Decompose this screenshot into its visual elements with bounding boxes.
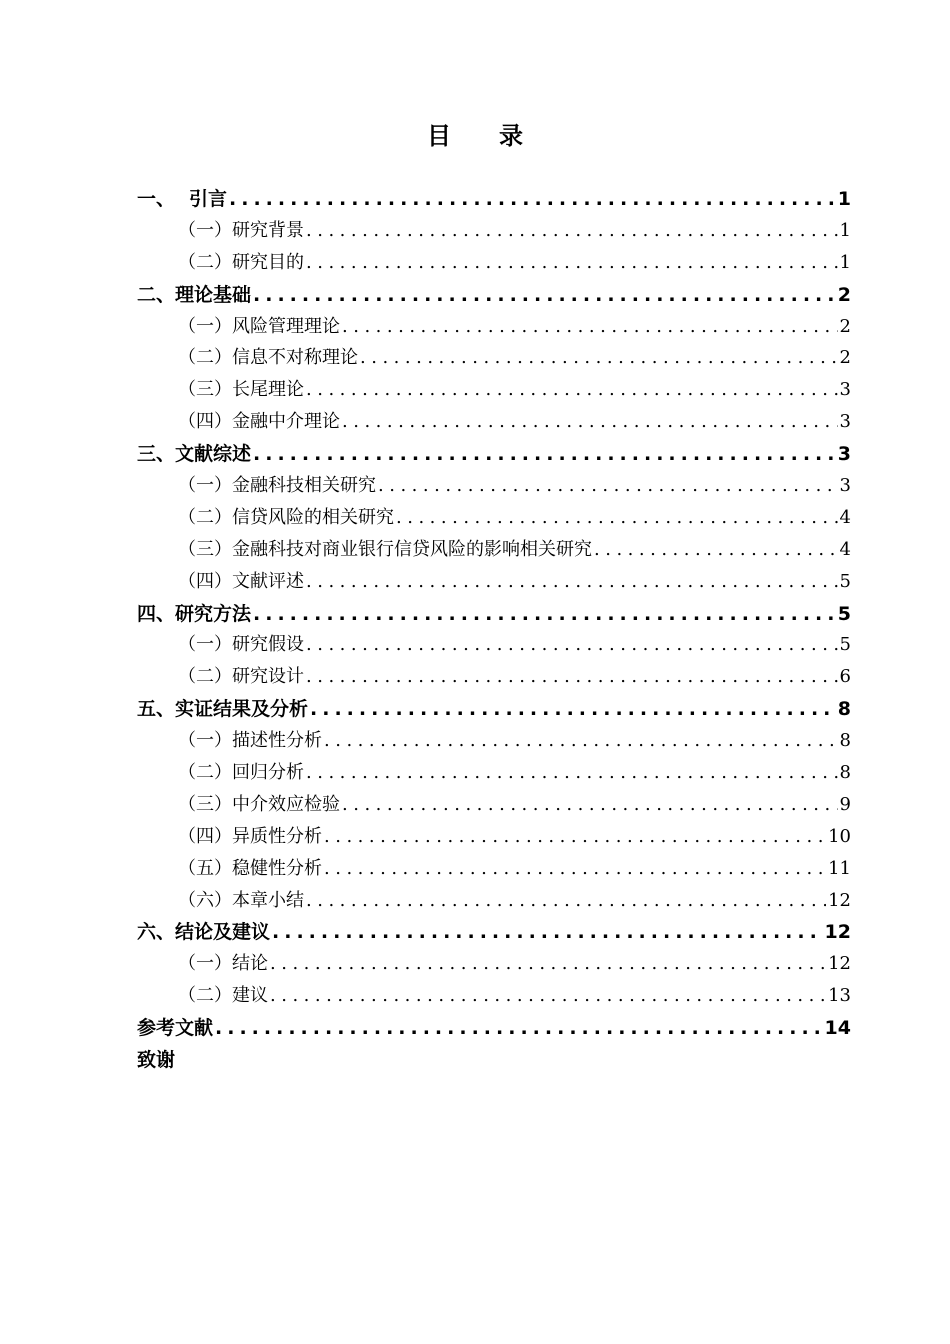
toc-section-entry[interactable] [137,216,851,248]
dot-leader [215,1017,823,1039]
toc-section-entry[interactable] [137,567,851,599]
toc-section-entry[interactable] [137,790,851,822]
dot-leader [342,411,838,432]
dot-leader [306,762,838,783]
toc-entry-title: 五、实证结果及分析 [137,698,309,721]
toc-page-number: 1 [839,219,851,241]
dot-leader [306,379,838,400]
toc-entry-label [178,758,304,784]
table-of-contents [137,184,851,1077]
toc-entry-label [178,662,304,688]
dot-leader [342,316,838,337]
toc-entry-title: （三）中介效应检验 [178,793,340,815]
dot-leader [324,730,838,751]
dot-leader [396,507,838,528]
toc-entry-label [137,694,308,721]
toc-page-number: 2 [837,283,851,306]
toc-entry-label [178,471,376,497]
toc-section-entry[interactable] [137,886,851,918]
toc-entry-label [178,248,304,274]
toc-page-number: 3 [837,443,851,466]
toc-entry-title: （二）信息不对称理论 [178,347,358,369]
title-char-2: 录 [499,122,523,150]
toc-entry-title: （一）风险管理理论 [178,315,340,337]
toc-entry-label [178,822,322,848]
toc-entry-title: 二、理论基础 [137,283,252,306]
dot-leader [342,794,838,815]
toc-entry-label [178,503,394,529]
dot-leader [306,220,838,241]
toc-chapter-entry[interactable] [137,280,851,312]
dot-leader [306,634,838,655]
toc-section-entry[interactable] [137,630,851,662]
toc-entry-title: （三）金融科技对商业银行信贷风险的影响相关研究 [178,538,592,560]
toc-section-entry[interactable] [137,248,851,280]
dot-leader [378,475,838,496]
toc-section-entry[interactable] [137,407,851,439]
toc-section-entry[interactable] [137,981,851,1013]
toc-entry-label [137,599,251,626]
page-title [0,118,950,154]
toc-entry-title: 六、结论及建议 [137,921,271,944]
toc-page-number: 8 [837,698,851,721]
toc-page-number: 8 [839,762,851,784]
toc-section-entry[interactable] [137,854,851,886]
toc-entry-number: 一、 [137,188,176,210]
toc-entry-title: （一）研究背景 [178,219,304,241]
toc-chapter-entry[interactable] [137,1045,851,1077]
toc-entry-label [178,981,268,1007]
toc-section-entry[interactable] [137,726,851,758]
toc-chapter-entry[interactable] [137,1013,851,1045]
toc-entry-title: （二）建议 [178,985,268,1007]
toc-page-number: 13 [828,985,851,1007]
toc-entry-title: （四）文献评述 [178,570,304,592]
dot-leader [253,443,836,465]
toc-entry-label [178,854,322,880]
toc-page-number: 10 [828,825,851,847]
toc-entry-title: （二）研究目的 [178,251,304,273]
toc-page-number: 3 [839,475,851,497]
toc-entry-title: （六）本章小结 [178,889,304,911]
toc-page-number: 2 [839,315,851,337]
dot-leader [310,698,836,720]
toc-page-number: 1 [837,188,851,210]
toc-entry-title: （一）描述性分析 [178,730,322,752]
dot-leader [324,858,826,879]
toc-page-number: 11 [828,857,851,879]
toc-entry-label [178,726,322,752]
toc-page-number: 5 [839,570,851,592]
dot-leader [270,953,826,974]
toc-entry-title: 引言 [189,188,228,210]
dot-leader [272,921,823,943]
toc-page-number: 12 [828,889,851,911]
toc-entry-label [137,280,251,307]
toc-entry-label [178,375,304,401]
toc-entry-title: 三、文献综述 [137,443,252,466]
toc-entry-title: （二）回归分析 [178,762,304,784]
toc-entry-label [178,790,340,816]
toc-section-entry[interactable] [137,822,851,854]
toc-entry-label [137,439,251,466]
dot-leader [253,603,836,625]
toc-chapter-entry[interactable] [137,439,851,471]
toc-entry-title: （四）异质性分析 [178,825,322,847]
toc-section-entry[interactable] [137,662,851,694]
toc-section-entry[interactable] [137,503,851,535]
dot-leader [229,188,836,210]
title-char-1: 目 [427,122,451,150]
toc-chapter-entry[interactable] [137,599,851,631]
toc-entry-label [178,343,358,369]
toc-entry-label [178,216,304,242]
dot-leader [306,571,838,592]
toc-section-entry[interactable] [137,758,851,790]
toc-entry-title: （五）稳健性分析 [178,857,322,879]
dot-leader [594,539,838,560]
toc-section-entry[interactable] [137,375,851,407]
toc-entry-label [137,1045,175,1072]
toc-entry-title: （一）结论 [178,953,268,975]
toc-page-number: 8 [839,730,851,752]
toc-entry-title: （一）金融科技相关研究 [178,475,376,497]
toc-chapter-entry[interactable] [137,917,851,949]
dot-leader [306,252,838,273]
toc-entry-title: （一）研究假设 [178,634,304,656]
toc-page-number: 4 [839,506,851,528]
toc-entry-title: （二）信贷风险的相关研究 [178,506,394,528]
toc-page-number: 6 [839,666,851,688]
dot-leader [270,985,826,1006]
toc-entry-label [137,184,227,211]
toc-entry-title: 致谢 [137,1049,176,1072]
toc-entry-title: （四）金融中介理论 [178,411,340,433]
dot-leader [306,666,838,687]
toc-section-entry[interactable] [137,535,851,567]
toc-page-number: 14 [824,1017,851,1040]
toc-page-number: 3 [839,411,851,433]
dot-leader [360,347,838,368]
toc-entry-label [178,886,304,912]
toc-entry-label [178,407,340,433]
toc-entry-label [178,567,304,593]
toc-page-number: 4 [839,538,851,560]
toc-page-number: 5 [837,602,851,625]
dot-leader [253,284,836,306]
toc-entry-title: 四、研究方法 [137,602,252,625]
toc-entry-label [178,535,592,561]
toc-page-number: 1 [839,251,851,273]
toc-entry-label [178,949,268,975]
toc-entry-title: 参考文献 [137,1017,214,1040]
toc-entry-title: （三）长尾理论 [178,379,304,401]
toc-section-entry[interactable] [137,312,851,344]
toc-chapter-entry[interactable] [137,694,851,726]
toc-chapter-entry[interactable] [137,184,851,216]
toc-page-number: 9 [839,793,851,815]
toc-section-entry[interactable] [137,343,851,375]
dot-leader [324,826,826,847]
toc-entry-label [178,312,340,338]
toc-entry-title: （二）研究设计 [178,666,304,688]
toc-page-number: 5 [839,634,851,656]
toc-page-number: 12 [824,921,851,944]
dot-leader [306,890,826,911]
toc-entry-label [178,630,304,656]
toc-page-number: 12 [828,953,851,975]
toc-page-number: 2 [839,347,851,369]
toc-page-number: 3 [839,379,851,401]
toc-section-entry[interactable] [137,949,851,981]
toc-section-entry[interactable] [137,471,851,503]
toc-entry-label [137,1013,213,1040]
toc-entry-label [137,917,270,944]
